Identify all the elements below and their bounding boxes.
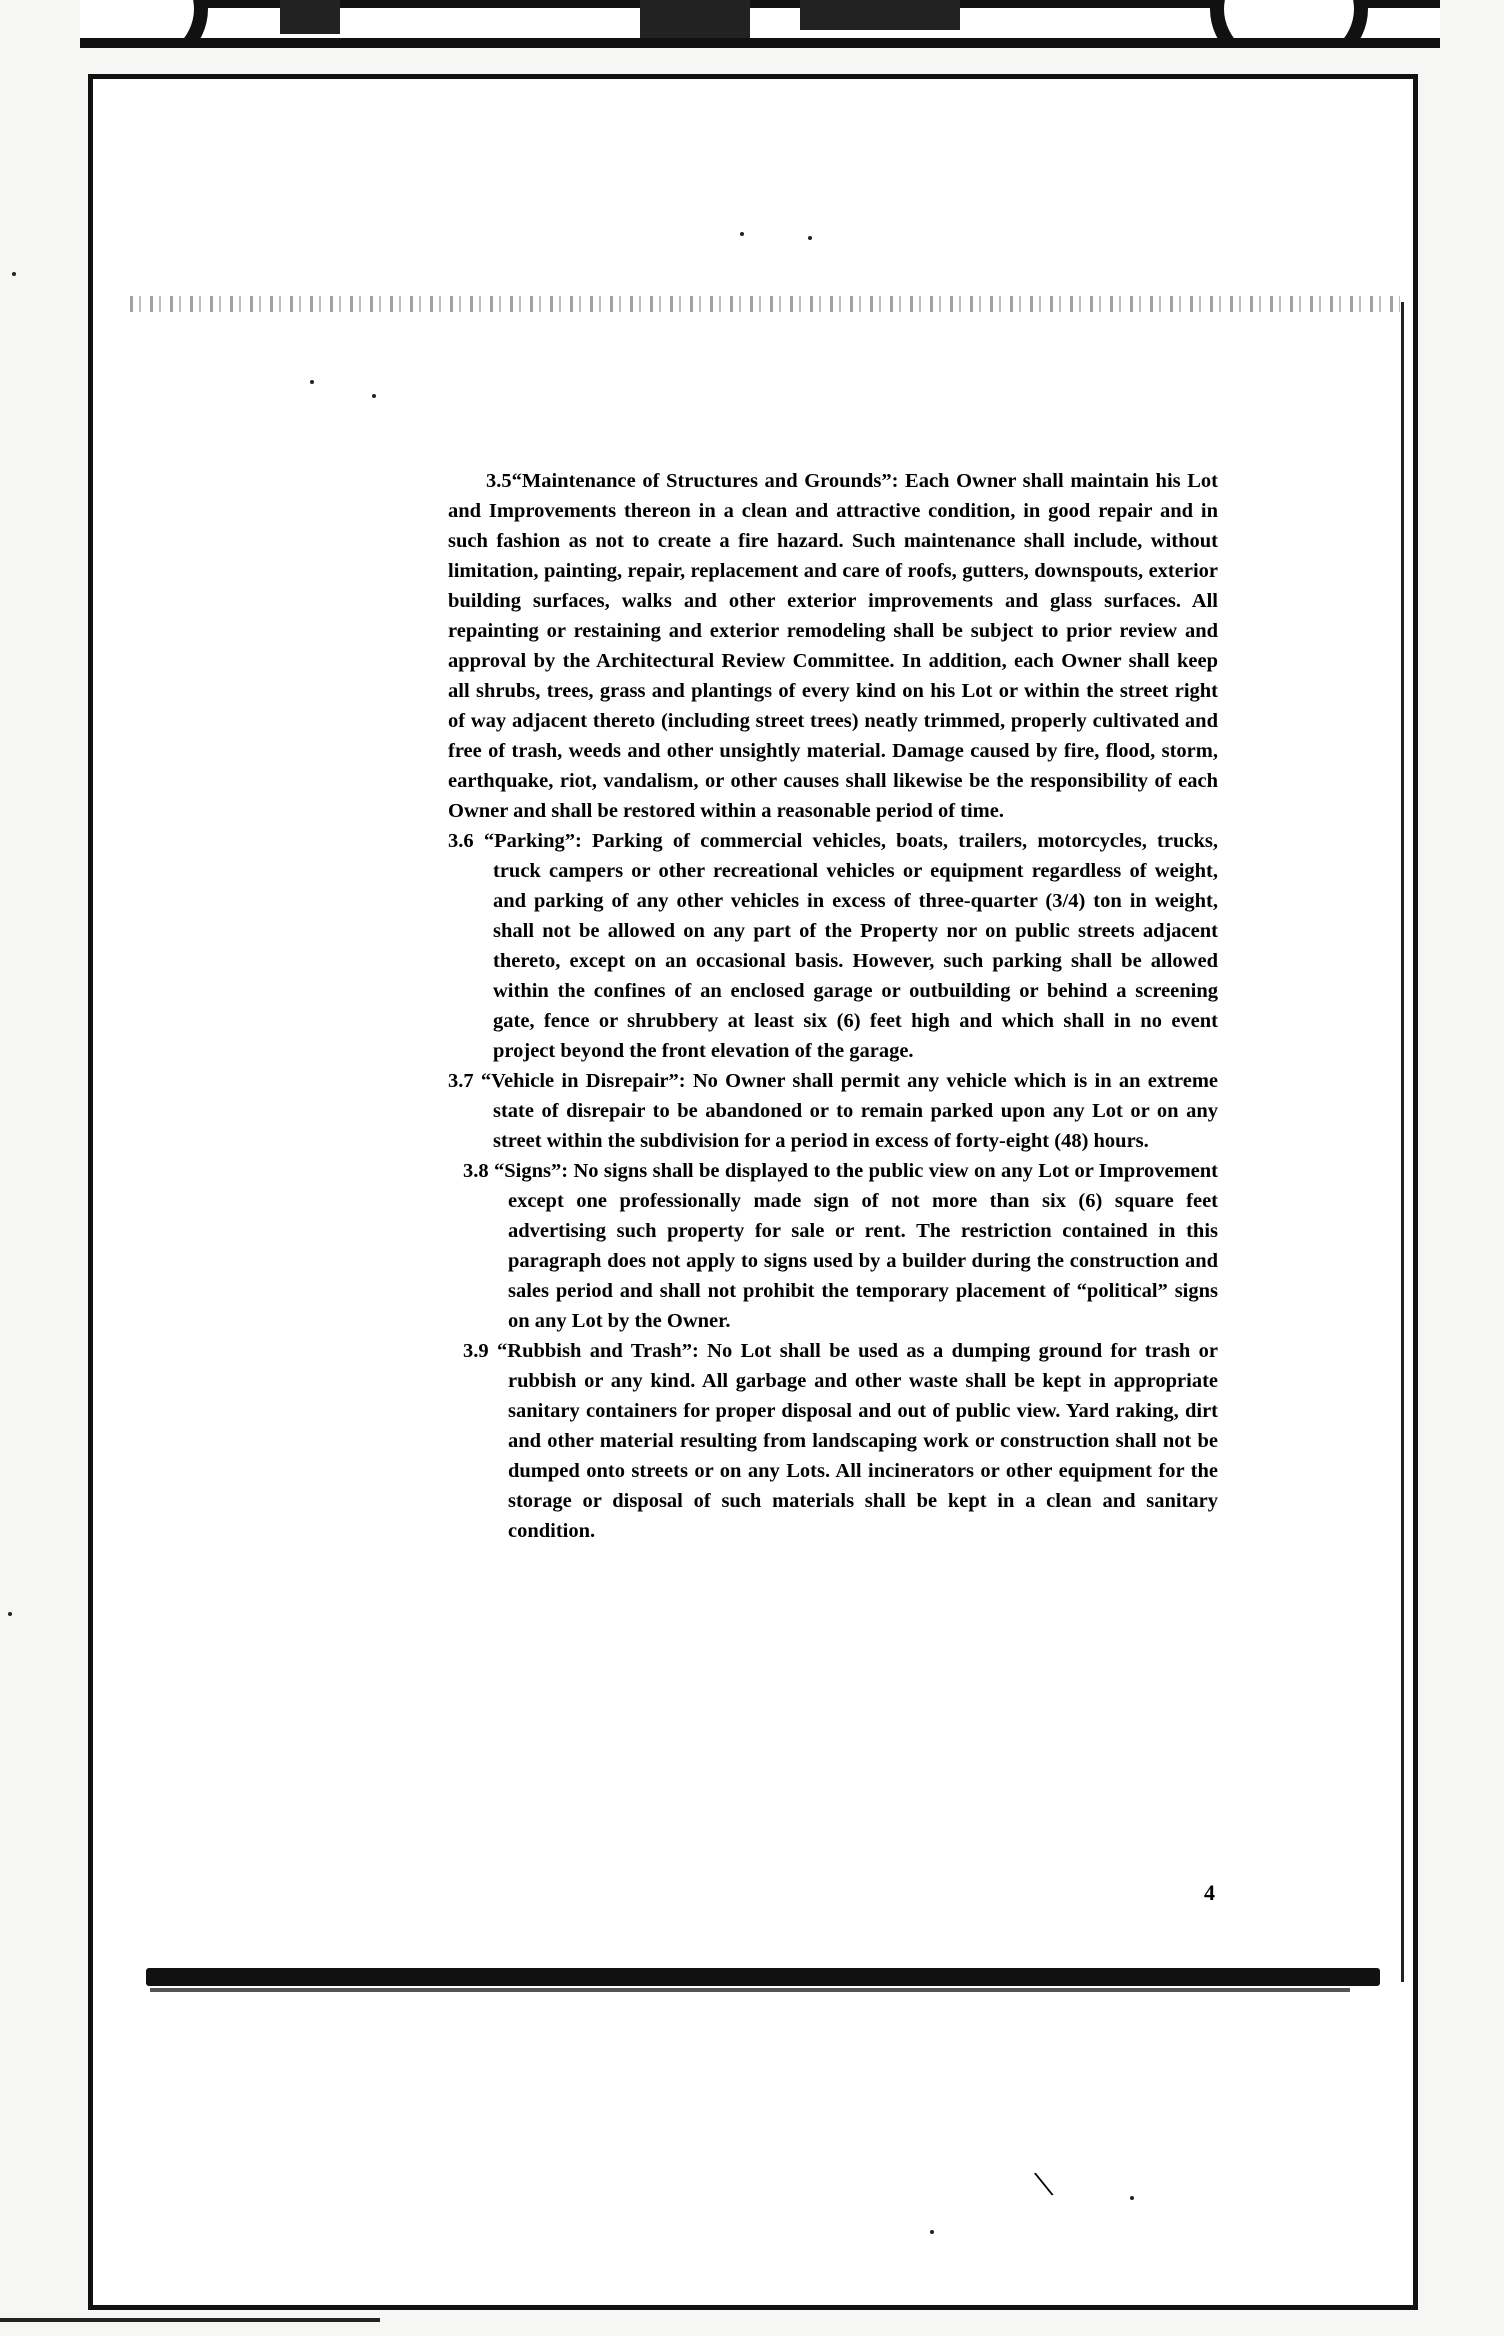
scan-speck xyxy=(1130,2196,1134,2200)
scan-block xyxy=(800,0,960,30)
scan-bar xyxy=(80,38,1440,48)
scan-speck xyxy=(808,236,812,240)
page-number: 4 xyxy=(1204,1880,1215,1905)
scan-bottom-rule-shadow xyxy=(150,1988,1350,1992)
scan-speck xyxy=(310,380,314,384)
scan-speck xyxy=(740,232,744,236)
scan-block xyxy=(640,0,750,38)
document-body xyxy=(448,466,1218,1546)
scan-speck xyxy=(930,2230,934,2234)
section-3-5-paragraph: 3.5“Maintenance of Structures and Grounds”: Each Owner shall maintain his Lot and Improvements thereon in a clean and attractive condition, in good repair and in such fashion as not to create a fire hazard. Such maintenance shall include, without limitation, painting, repair, replacement and care of roofs, gutters, downspouts, exterior building surfaces, walks and other exterior improvements and glass surfaces. All repainting or restaining and exterior remodeling shall be subject to prior review and approval by the Architectural Review Committee. In addition, each Owner shall keep all shrubs, trees, grass and plantings of every kind on his Lot or within the street right of way adjacent thereto (including street trees) neatly trimmed, properly cultivated and free of trash, weeds and other unsightly material. Damage caused by fire, flood, storm, earthquake, riot, vandalism, or other causes shall likewise be the responsibility of each Owner and shall be restored within a reasonable period of time. xyxy=(448,470,1218,822)
scan-bottom-rule xyxy=(146,1968,1380,1986)
scan-speck xyxy=(372,394,376,398)
scan-footer-rule xyxy=(0,2318,380,2322)
section-3-6-paragraph: 3.6 “Parking”: Parking of commercial vehicles, boats, trailers, motorcycles, trucks, truck campers or other recreational vehicles or equipment regardless of weight, and parking of any other vehicles in excess of three-quarter (3/4) ton in weight, shall not be allowed on any part of the Property nor on public streets adjacent thereto, except on an occasional basis. However, such parking shall be allowed within the confines of an enclosed garage or outbuilding or behind a screening gate, fence or shrubbery at least six (6) feet high and which shall in no event project beyond the front elevation of the garage. xyxy=(448,830,1218,1062)
scan-block xyxy=(280,0,340,34)
scan-header-artifact xyxy=(80,0,1440,48)
scan-speck xyxy=(8,1612,12,1616)
section-3-9-paragraph: 3.9 “Rubbish and Trash”: No Lot shall be used as a dumping ground for trash or rubbish or any kind. All garbage and other waste shall be kept in appropriate sanitary containers for proper disposal and out of public view. Yard raking, dirt and other material resulting from landscaping work or construction shall not be dumped onto streets or on any Lots. All incinerators or other equipment for the storage or disposal of such materials shall be kept in a clean and sanitary condition. xyxy=(463,1340,1218,1542)
scan-stroke-mark: \ xyxy=(1030,2160,1057,2207)
scan-speck xyxy=(12,272,16,276)
section-3-7-paragraph: 3.7 “Vehicle in Disrepair”: No Owner shall permit any vehicle which is in an extreme state of disrepair to be abandoned or to remain parked upon any Lot or on any street within the subdivision for a period in excess of forty-eight (48) hours. xyxy=(448,1070,1218,1152)
section-3-8-paragraph: 3.8 “Signs”: No signs shall be displayed to the public view on any Lot or Improvement except one professionally made sign of not more than six (6) square feet advertising such property for sale or rent. The restriction contained in this paragraph does not apply to signs used by a builder during the construction and sales period and shall not prohibit the temporary placement of “political” signs on any Lot by the Owner. xyxy=(463,1160,1218,1332)
